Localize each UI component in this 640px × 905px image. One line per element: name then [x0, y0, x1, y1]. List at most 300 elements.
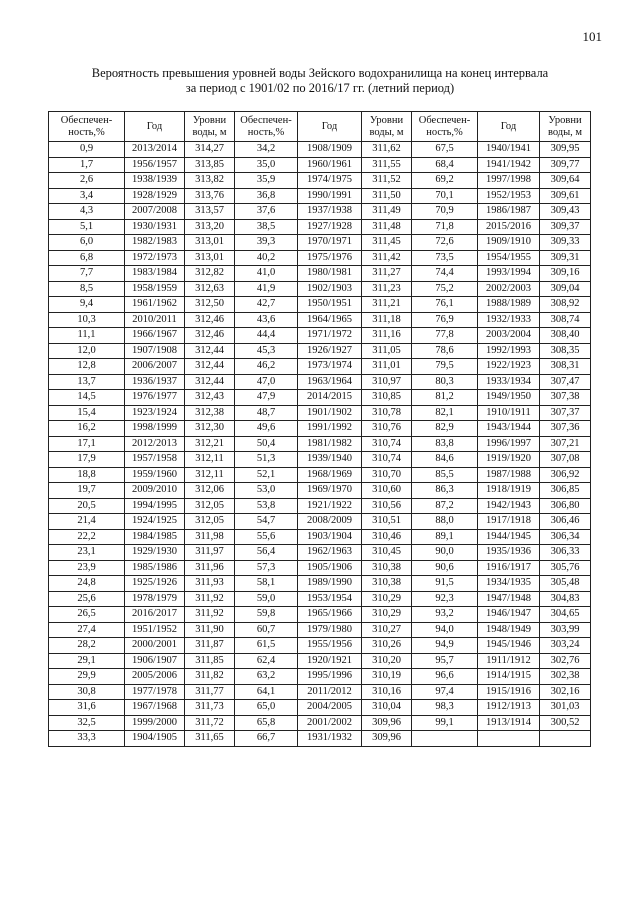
cell-year-2: 1953/1954	[298, 591, 362, 607]
cell-provision-2: 36,8	[235, 188, 298, 204]
cell-provision-1: 28,2	[49, 638, 125, 654]
cell-level-3: 306,80	[540, 498, 591, 514]
cell-provision-1: 23,9	[49, 560, 125, 576]
cell-provision-3: 84,6	[412, 452, 478, 468]
cell-level-1: 312,43	[185, 390, 235, 406]
cell-year-2: 1908/1909	[298, 142, 362, 158]
cell-year-1: 2000/2001	[125, 638, 185, 654]
cell-level-2: 311,45	[362, 235, 412, 251]
cell-year-2: 1969/1970	[298, 483, 362, 499]
cell-provision-2: 39,3	[235, 235, 298, 251]
cell-provision-2: 53,0	[235, 483, 298, 499]
cell-provision-2: 61,5	[235, 638, 298, 654]
cell-year-2: 1902/1903	[298, 281, 362, 297]
table-row	[49, 607, 591, 623]
cell-level-1: 311,72	[185, 715, 235, 731]
table-row	[49, 390, 591, 406]
cell-provision-2: 34,2	[235, 142, 298, 158]
cell-provision-1: 13,7	[49, 374, 125, 390]
cell-provision-3: 85,5	[412, 467, 478, 483]
cell-level-3: 307,47	[540, 374, 591, 390]
cell-level-3: 308,74	[540, 312, 591, 328]
table-row	[49, 188, 591, 204]
cell-level-2: 310,46	[362, 529, 412, 545]
cell-level-3: 304,65	[540, 607, 591, 623]
cell-provision-1: 33,3	[49, 731, 125, 747]
cell-provision-3: 95,7	[412, 653, 478, 669]
cell-provision-3	[412, 731, 478, 747]
table-row	[49, 374, 591, 390]
cell-level-2: 310,26	[362, 638, 412, 654]
cell-provision-1: 29,9	[49, 669, 125, 685]
table-row	[49, 250, 591, 266]
cell-year-3: 1997/1998	[478, 173, 540, 189]
table-row	[49, 715, 591, 731]
cell-provision-1: 1,7	[49, 157, 125, 173]
cell-level-1: 311,87	[185, 638, 235, 654]
cell-level-3: 307,21	[540, 436, 591, 452]
cell-year-3: 1933/1934	[478, 374, 540, 390]
cell-provision-2: 56,4	[235, 545, 298, 561]
cell-provision-2: 49,6	[235, 421, 298, 437]
cell-year-2: 1973/1974	[298, 359, 362, 375]
cell-year-1: 1924/1925	[125, 514, 185, 530]
table-row	[49, 359, 591, 375]
cell-level-2: 310,38	[362, 560, 412, 576]
cell-year-3: 2003/2004	[478, 328, 540, 344]
cell-level-1: 313,57	[185, 204, 235, 220]
cell-year-2: 2014/2015	[298, 390, 362, 406]
cell-year-2: 1979/1980	[298, 622, 362, 638]
cell-year-2: 1901/1902	[298, 405, 362, 421]
table-row	[49, 483, 591, 499]
header-year-3: Год	[478, 112, 540, 142]
cell-year-3: 1915/1916	[478, 684, 540, 700]
cell-level-3: 304,83	[540, 591, 591, 607]
cell-level-1: 312,44	[185, 343, 235, 359]
cell-provision-2: 66,7	[235, 731, 298, 747]
cell-level-2: 310,51	[362, 514, 412, 530]
cell-provision-3: 70,1	[412, 188, 478, 204]
cell-year-1: 1957/1958	[125, 452, 185, 468]
cell-year-1: 1984/1985	[125, 529, 185, 545]
cell-year-2: 1920/1921	[298, 653, 362, 669]
cell-level-2: 310,29	[362, 607, 412, 623]
cell-provision-3: 67,5	[412, 142, 478, 158]
header-provision-3: Обеспечен-ность,%	[412, 112, 478, 142]
cell-provision-2: 35,0	[235, 157, 298, 173]
table-row	[49, 731, 591, 747]
table-row	[49, 653, 591, 669]
cell-year-3: 1914/1915	[478, 669, 540, 685]
table-row	[49, 219, 591, 235]
cell-year-2: 1989/1990	[298, 576, 362, 592]
cell-year-1: 1958/1959	[125, 281, 185, 297]
cell-year-2: 1955/1956	[298, 638, 362, 654]
cell-provision-2: 46,2	[235, 359, 298, 375]
cell-level-1: 313,85	[185, 157, 235, 173]
cell-provision-1: 21,4	[49, 514, 125, 530]
header-year-2: Год	[298, 112, 362, 142]
cell-level-1: 311,92	[185, 591, 235, 607]
cell-year-3: 1986/1987	[478, 204, 540, 220]
cell-level-3: 306,46	[540, 514, 591, 530]
cell-year-1: 1951/1952	[125, 622, 185, 638]
cell-provision-3: 98,3	[412, 700, 478, 716]
cell-year-1: 1967/1968	[125, 700, 185, 716]
cell-level-2: 310,16	[362, 684, 412, 700]
cell-level-3: 307,37	[540, 405, 591, 421]
cell-provision-2: 47,9	[235, 390, 298, 406]
cell-year-2: 1927/1928	[298, 219, 362, 235]
data-table	[48, 111, 591, 747]
cell-provision-2: 42,7	[235, 297, 298, 313]
cell-year-3: 1987/1988	[478, 467, 540, 483]
cell-year-2: 1991/1992	[298, 421, 362, 437]
cell-provision-3: 97,4	[412, 684, 478, 700]
cell-year-3	[478, 731, 540, 747]
cell-level-2: 310,97	[362, 374, 412, 390]
cell-provision-3: 80,3	[412, 374, 478, 390]
cell-year-3: 1943/1944	[478, 421, 540, 437]
cell-level-2: 311,05	[362, 343, 412, 359]
cell-level-1: 312,05	[185, 514, 235, 530]
cell-year-3: 1917/1918	[478, 514, 540, 530]
cell-year-2: 1937/1938	[298, 204, 362, 220]
table-row	[49, 700, 591, 716]
cell-level-1: 312,21	[185, 436, 235, 452]
cell-year-3: 1935/1936	[478, 545, 540, 561]
cell-year-2: 1905/1906	[298, 560, 362, 576]
cell-provision-1: 12,8	[49, 359, 125, 375]
cell-provision-1: 17,9	[49, 452, 125, 468]
cell-year-1: 1966/1967	[125, 328, 185, 344]
header-level-3: Уровни воды, м	[540, 112, 591, 142]
cell-year-2: 1939/1940	[298, 452, 362, 468]
cell-level-2: 311,55	[362, 157, 412, 173]
cell-provision-3: 94,0	[412, 622, 478, 638]
cell-level-2: 310,70	[362, 467, 412, 483]
table-row	[49, 266, 591, 282]
cell-year-1: 1994/1995	[125, 498, 185, 514]
cell-year-3: 1942/1943	[478, 498, 540, 514]
cell-level-3: 303,24	[540, 638, 591, 654]
cell-provision-2: 63,2	[235, 669, 298, 685]
table-row	[49, 312, 591, 328]
cell-year-1: 2005/2006	[125, 669, 185, 685]
cell-provision-1: 8,5	[49, 281, 125, 297]
cell-level-3: 303,99	[540, 622, 591, 638]
cell-level-3: 309,31	[540, 250, 591, 266]
cell-year-2: 1965/1966	[298, 607, 362, 623]
cell-year-3: 1919/1920	[478, 452, 540, 468]
cell-year-1: 1907/1908	[125, 343, 185, 359]
cell-level-3: 309,77	[540, 157, 591, 173]
cell-level-2: 310,38	[362, 576, 412, 592]
cell-level-3: 309,61	[540, 188, 591, 204]
table-row	[49, 669, 591, 685]
cell-level-3: 306,33	[540, 545, 591, 561]
table-row	[49, 684, 591, 700]
cell-provision-3: 82,9	[412, 421, 478, 437]
cell-level-3: 300,52	[540, 715, 591, 731]
cell-year-2: 1921/1922	[298, 498, 362, 514]
page-title	[0, 66, 640, 96]
table-row	[49, 498, 591, 514]
cell-level-2: 311,42	[362, 250, 412, 266]
table-row	[49, 173, 591, 189]
cell-level-1: 313,01	[185, 250, 235, 266]
cell-provision-1: 26,5	[49, 607, 125, 623]
cell-year-1: 2016/2017	[125, 607, 185, 623]
cell-year-2: 2008/2009	[298, 514, 362, 530]
cell-provision-3: 79,5	[412, 359, 478, 375]
cell-year-2: 1981/1982	[298, 436, 362, 452]
cell-year-1: 1998/1999	[125, 421, 185, 437]
cell-level-1: 311,90	[185, 622, 235, 638]
cell-year-3: 1918/1919	[478, 483, 540, 499]
header-row	[49, 112, 591, 142]
cell-provision-1: 20,5	[49, 498, 125, 514]
table-row	[49, 622, 591, 638]
cell-year-2: 1980/1981	[298, 266, 362, 282]
cell-provision-3: 78,6	[412, 343, 478, 359]
cell-provision-1: 29,1	[49, 653, 125, 669]
cell-level-2: 310,60	[362, 483, 412, 499]
cell-provision-3: 83,8	[412, 436, 478, 452]
table-row	[49, 281, 591, 297]
cell-level-1: 312,06	[185, 483, 235, 499]
cell-level-2: 311,62	[362, 142, 412, 158]
cell-year-2: 1975/1976	[298, 250, 362, 266]
cell-provision-3: 82,1	[412, 405, 478, 421]
cell-provision-1: 24,8	[49, 576, 125, 592]
table-row	[49, 343, 591, 359]
cell-provision-1: 31,6	[49, 700, 125, 716]
cell-level-2: 310,20	[362, 653, 412, 669]
cell-year-3: 1910/1911	[478, 405, 540, 421]
cell-year-2: 2004/2005	[298, 700, 362, 716]
cell-level-1: 314,27	[185, 142, 235, 158]
cell-provision-1: 6,8	[49, 250, 125, 266]
cell-level-1: 312,50	[185, 297, 235, 313]
cell-provision-3: 71,8	[412, 219, 478, 235]
cell-provision-1: 32,5	[49, 715, 125, 731]
table-row	[49, 328, 591, 344]
cell-level-3: 309,37	[540, 219, 591, 235]
cell-year-3: 2015/2016	[478, 219, 540, 235]
table-row	[49, 405, 591, 421]
table-row	[49, 514, 591, 530]
table-row	[49, 545, 591, 561]
table-row	[49, 576, 591, 592]
cell-provision-2: 58,1	[235, 576, 298, 592]
cell-level-1: 312,38	[185, 405, 235, 421]
cell-level-3: 308,35	[540, 343, 591, 359]
cell-provision-3: 91,5	[412, 576, 478, 592]
table-row	[49, 204, 591, 220]
cell-level-1: 311,98	[185, 529, 235, 545]
cell-year-3: 1949/1950	[478, 390, 540, 406]
title-line-1: Вероятность превышения уровней воды Зейского водохранилища на конец интервала	[91, 66, 549, 80]
table-row	[49, 467, 591, 483]
cell-year-2: 1970/1971	[298, 235, 362, 251]
cell-level-2: 311,48	[362, 219, 412, 235]
cell-level-2: 311,16	[362, 328, 412, 344]
cell-level-1: 312,44	[185, 374, 235, 390]
cell-year-3: 1912/1913	[478, 700, 540, 716]
cell-year-3: 1993/1994	[478, 266, 540, 282]
cell-provision-1: 17,1	[49, 436, 125, 452]
header-provision-1: Обеспечен-ность,%	[49, 112, 125, 142]
cell-provision-3: 74,4	[412, 266, 478, 282]
cell-provision-1: 27,4	[49, 622, 125, 638]
cell-year-3: 1954/1955	[478, 250, 540, 266]
cell-provision-3: 76,9	[412, 312, 478, 328]
cell-provision-3: 89,1	[412, 529, 478, 545]
cell-provision-2: 37,6	[235, 204, 298, 220]
cell-year-3: 1913/1914	[478, 715, 540, 731]
cell-year-1: 1904/1905	[125, 731, 185, 747]
page-number: 101	[582, 29, 602, 44]
cell-year-3: 1944/1945	[478, 529, 540, 545]
cell-year-3: 1922/1923	[478, 359, 540, 375]
cell-level-1: 311,85	[185, 653, 235, 669]
cell-provision-2: 52,1	[235, 467, 298, 483]
cell-year-1: 2013/2014	[125, 142, 185, 158]
cell-level-3: 307,08	[540, 452, 591, 468]
cell-provision-2: 59,8	[235, 607, 298, 623]
cell-level-1: 312,82	[185, 266, 235, 282]
cell-provision-3: 86,3	[412, 483, 478, 499]
cell-level-2: 311,49	[362, 204, 412, 220]
cell-year-3: 1909/1910	[478, 235, 540, 251]
cell-provision-2: 41,0	[235, 266, 298, 282]
cell-level-2: 310,27	[362, 622, 412, 638]
cell-provision-2: 59,0	[235, 591, 298, 607]
cell-level-3: 305,76	[540, 560, 591, 576]
table-row	[49, 421, 591, 437]
cell-level-1: 311,93	[185, 576, 235, 592]
table-row	[49, 452, 591, 468]
cell-year-1: 1936/1937	[125, 374, 185, 390]
cell-level-2: 310,04	[362, 700, 412, 716]
cell-year-2: 1968/1969	[298, 467, 362, 483]
cell-year-1: 2006/2007	[125, 359, 185, 375]
cell-provision-1: 25,6	[49, 591, 125, 607]
cell-year-1: 1961/1962	[125, 297, 185, 313]
cell-provision-3: 96,6	[412, 669, 478, 685]
cell-provision-3: 81,2	[412, 390, 478, 406]
cell-year-2: 1950/1951	[298, 297, 362, 313]
cell-year-1: 1983/1984	[125, 266, 185, 282]
cell-year-1: 1999/2000	[125, 715, 185, 731]
cell-year-1: 1938/1939	[125, 173, 185, 189]
cell-level-2: 310,45	[362, 545, 412, 561]
cell-provision-1: 11,1	[49, 328, 125, 344]
cell-year-2: 1964/1965	[298, 312, 362, 328]
cell-year-2: 1903/1904	[298, 529, 362, 545]
cell-level-3: 308,92	[540, 297, 591, 313]
table-row	[49, 235, 591, 251]
cell-year-3: 1934/1935	[478, 576, 540, 592]
cell-level-1: 311,82	[185, 669, 235, 685]
cell-level-2: 311,01	[362, 359, 412, 375]
cell-level-3: 306,92	[540, 467, 591, 483]
cell-year-1: 1929/1930	[125, 545, 185, 561]
cell-year-1: 1978/1979	[125, 591, 185, 607]
cell-level-3	[540, 731, 591, 747]
cell-provision-3: 90,0	[412, 545, 478, 561]
cell-provision-2: 62,4	[235, 653, 298, 669]
cell-year-2: 1931/1932	[298, 731, 362, 747]
cell-level-1: 313,20	[185, 219, 235, 235]
cell-level-3: 302,38	[540, 669, 591, 685]
header-provision-2: Обеспечен-ность,%	[235, 112, 298, 142]
cell-year-3: 1932/1933	[478, 312, 540, 328]
cell-provision-1: 18,8	[49, 467, 125, 483]
cell-level-2: 310,85	[362, 390, 412, 406]
cell-provision-1: 7,7	[49, 266, 125, 282]
cell-year-1: 2012/2013	[125, 436, 185, 452]
cell-year-1: 1977/1978	[125, 684, 185, 700]
cell-provision-3: 88,0	[412, 514, 478, 530]
cell-year-3: 2002/2003	[478, 281, 540, 297]
cell-level-1: 311,97	[185, 545, 235, 561]
cell-year-1: 1930/1931	[125, 219, 185, 235]
cell-level-2: 311,23	[362, 281, 412, 297]
cell-provision-2: 35,9	[235, 173, 298, 189]
cell-year-3: 1948/1949	[478, 622, 540, 638]
cell-level-3: 309,43	[540, 204, 591, 220]
cell-year-3: 1992/1993	[478, 343, 540, 359]
cell-provision-2: 65,8	[235, 715, 298, 731]
cell-provision-3: 70,9	[412, 204, 478, 220]
cell-provision-1: 15,4	[49, 405, 125, 421]
cell-year-1: 2010/2011	[125, 312, 185, 328]
cell-year-3: 1940/1941	[478, 142, 540, 158]
cell-year-2: 1962/1963	[298, 545, 362, 561]
cell-provision-2: 53,8	[235, 498, 298, 514]
cell-provision-2: 40,2	[235, 250, 298, 266]
cell-year-1: 1925/1926	[125, 576, 185, 592]
cell-year-3: 1916/1917	[478, 560, 540, 576]
cell-level-3: 302,76	[540, 653, 591, 669]
cell-year-1: 1956/1957	[125, 157, 185, 173]
cell-provision-2: 43,6	[235, 312, 298, 328]
cell-provision-2: 57,3	[235, 560, 298, 576]
cell-level-1: 312,44	[185, 359, 235, 375]
cell-level-3: 308,31	[540, 359, 591, 375]
cell-year-2: 1995/1996	[298, 669, 362, 685]
cell-provision-2: 47,0	[235, 374, 298, 390]
cell-level-2: 311,27	[362, 266, 412, 282]
cell-provision-3: 76,1	[412, 297, 478, 313]
cell-provision-2: 38,5	[235, 219, 298, 235]
table-row	[49, 297, 591, 313]
cell-provision-2: 50,4	[235, 436, 298, 452]
cell-year-2: 1963/1964	[298, 374, 362, 390]
cell-level-2: 309,96	[362, 731, 412, 747]
cell-level-1: 311,77	[185, 684, 235, 700]
cell-level-1: 312,30	[185, 421, 235, 437]
cell-level-2: 310,19	[362, 669, 412, 685]
cell-year-3: 1911/1912	[478, 653, 540, 669]
cell-year-1: 1982/1983	[125, 235, 185, 251]
cell-level-3: 309,33	[540, 235, 591, 251]
cell-provision-3: 77,8	[412, 328, 478, 344]
cell-provision-3: 93,2	[412, 607, 478, 623]
